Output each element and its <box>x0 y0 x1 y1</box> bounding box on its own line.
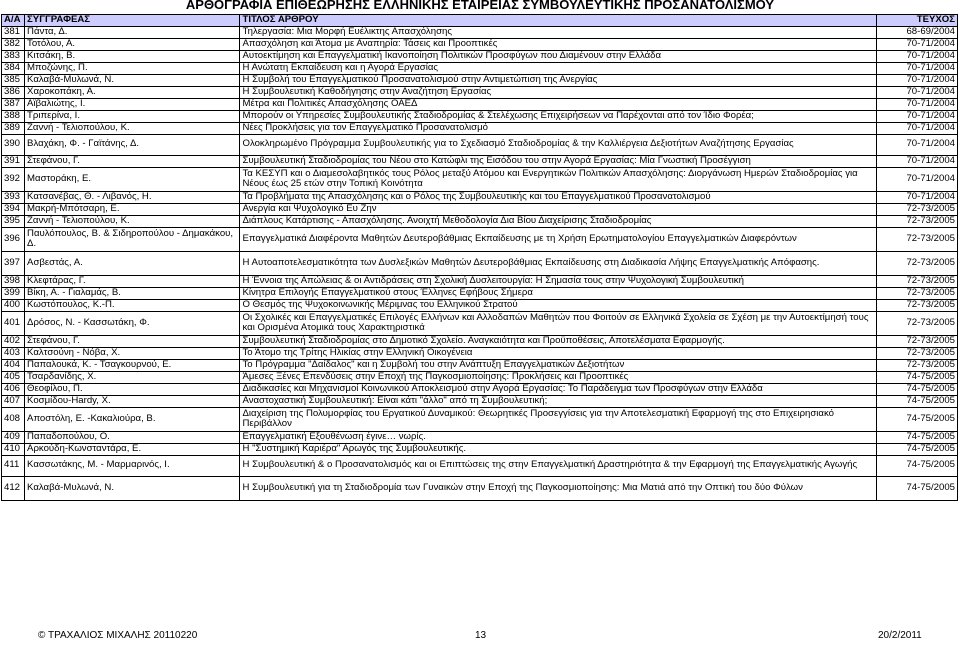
row-issue: 70-71/2004 <box>876 122 957 134</box>
row-issue: 72-73/2005 <box>876 359 957 371</box>
row-title: Μπορούν οι Υπηρεσίες Συμβουλευτικής Σταδιοδρομίας & Στελέχωσης Επιχειρήσεων να Παρέχονται από τον Ίδιο Φορέα; <box>240 110 876 122</box>
row-title: Η Συμβουλευτική & ο Προσανατολισμός και οι Επιπτώσεις της στην Επαγγελματική Δραστηριότητα & την Εφαρμογή της Επαγγελματικής Αγωγής <box>240 455 876 476</box>
row-issue: 74-75/2005 <box>876 455 957 476</box>
table-row <box>2 122 958 134</box>
row-title: Η Συμβουλευτική Καθοδήγησης στην Αναζήτηση Εργασίας <box>240 86 876 98</box>
row-number: 402 <box>2 335 25 347</box>
row-title: Τα Προβλήματα της Απασχόλησης και ο Ρόλος της Συμβουλευτικής και του Επαγγελματικού Προσανατολισμού <box>240 191 876 203</box>
row-issue: 70-71/2004 <box>876 134 957 155</box>
row-title: Απασχόληση και Άτομα με Αναπηρία: Τάσεις και Προοπτικές <box>240 38 876 50</box>
table-row <box>2 191 958 203</box>
row-author: Μακρή-Μπότσαρη, Ε. <box>25 203 240 215</box>
row-number: 388 <box>2 110 25 122</box>
row-number: 394 <box>2 203 25 215</box>
row-number: 392 <box>2 167 25 191</box>
row-issue: 72-73/2005 <box>876 299 957 311</box>
row-issue: 72-73/2005 <box>876 251 957 275</box>
table-row <box>2 299 958 311</box>
table-row <box>2 335 958 347</box>
row-issue: 70-71/2004 <box>876 167 957 191</box>
row-title: Ο Θεσμός της Ψυχοκοινωνικής Μέριμνας του Ελληνικού Στρατού <box>240 299 876 311</box>
row-author: Κωστόπουλος, Κ.-Π. <box>25 299 240 311</box>
row-author: Βίκη, Α. - Γιαλαμάς, Β. <box>25 287 240 299</box>
row-number: 387 <box>2 98 25 110</box>
row-title: Η "Συστημική Καριέρα" Αρωγός της Συμβουλευτικής. <box>240 443 876 455</box>
table-row <box>2 98 958 110</box>
row-issue: 72-73/2005 <box>876 335 957 347</box>
footer-date: 20/2/2011 <box>878 630 922 641</box>
row-author: Παυλόπουλος, Β. & Σιδηροπούλου - Δημακάκου, Δ. <box>25 227 240 251</box>
table-row <box>2 155 958 167</box>
row-author: Καλαβά-Μυλωνά, Ν. <box>25 476 240 500</box>
row-number: 398 <box>2 275 25 287</box>
articles-table <box>1 14 958 501</box>
row-title: Η Συμβουλευτική για τη Σταδιοδρομία των Γυναικών στην Εποχή της Παγκοσμιοποίησης: Μια Ματιά από την Οπτική του δύο Φύλων <box>240 476 876 500</box>
row-title: Κίνητρα Επιλογής Επαγγελματικού στους Έλληνες Εφήβους Σήμερα <box>240 287 876 299</box>
row-author: Καλαβά-Μυλωνά, Ν. <box>25 74 240 86</box>
row-issue: 70-71/2004 <box>876 155 957 167</box>
row-title: Διαχείριση της Πολυμορφίας του Εργατικού Δυναμικού: Θεωρητικές Προσεγγίσεις για την Αποτελεσματική Εφαρμογή της στο Επιχειρησιακό Περιβάλλον <box>240 407 876 431</box>
row-author: Μποζώνης, Π. <box>25 62 240 74</box>
row-title: Η Έννοια της Απώλειας & οι Αντιδράσεις στη Σχολική Δυσλειτουργία: Η Σημασία τους στην Ψυχολογική Συμβουλευτική <box>240 275 876 287</box>
row-author: Τσαρδανίδης, Χ. <box>25 371 240 383</box>
row-issue: 70-71/2004 <box>876 74 957 86</box>
row-title: Μέτρα και Πολιτικές Απασχόλησης ΟΑΕΔ <box>240 98 876 110</box>
row-number: 393 <box>2 191 25 203</box>
table-row <box>2 86 958 98</box>
row-author: Στεφάνου, Γ. <box>25 335 240 347</box>
row-number: 410 <box>2 443 25 455</box>
table-row <box>2 311 958 335</box>
row-number: 386 <box>2 86 25 98</box>
row-issue: 74-75/2005 <box>876 383 957 395</box>
row-number: 405 <box>2 371 25 383</box>
row-issue: 70-71/2004 <box>876 191 957 203</box>
row-number: 384 <box>2 62 25 74</box>
row-title: Οι Σχολικές και Επαγγελματικές Επιλογές Ελλήνων και Αλλοδαπών Μαθητών που Φοιτούν σε Ελληνικά Σχολεία σε Σχέση με την Αυτοεκτίμησή τους και Ορισμένα Ατομικά τους Χαρακτηριστικά <box>240 311 876 335</box>
row-issue: 72-73/2005 <box>876 347 957 359</box>
header-issue: ΤΕΥΧΟΣ <box>876 15 957 27</box>
row-number: 412 <box>2 476 25 500</box>
footer-copyright: © ΤΡΑΧΑΛΙΟΣ ΜΙΧΑΛΗΣ 20110220 <box>38 630 198 641</box>
row-author: Αϊβαλιώτης, Ι. <box>25 98 240 110</box>
footer-page-number: 13 <box>475 630 487 641</box>
row-issue: 70-71/2004 <box>876 38 957 50</box>
row-author: Κατσανέβας, Θ. - Λιβανός, Η. <box>25 191 240 203</box>
row-number: 408 <box>2 407 25 431</box>
row-author: Κοσμίδου-Hardy, Χ. <box>25 395 240 407</box>
row-author: Βλαχάκη, Φ. - Γαϊτάνης, Δ. <box>25 134 240 155</box>
row-title: Άμεσες Ξένες Επενδύσεις στην Εποχή της Παγκοσμιοποίησης: Προκλήσεις και Προοπτικές <box>240 371 876 383</box>
row-author: Τριπερίνα, Ι. <box>25 110 240 122</box>
row-author: Παπαλουκά, Κ. - Τσαγκουρνού, Ε. <box>25 359 240 371</box>
row-number: 400 <box>2 299 25 311</box>
table-row <box>2 275 958 287</box>
row-author: Τοτόλου, Α. <box>25 38 240 50</box>
row-author: Καλτσούνη - Νόβα, Χ. <box>25 347 240 359</box>
row-issue: 72-73/2005 <box>876 275 957 287</box>
row-issue: 74-75/2005 <box>876 443 957 455</box>
row-number: 403 <box>2 347 25 359</box>
table-row <box>2 383 958 395</box>
row-title: Η Συμβολή του Επαγγελματικού Προσανατολισμού στην Αντιμετώπιση της Ανεργίας <box>240 74 876 86</box>
row-title: Αυτοεκτίμηση και Επαγγελματική Ικανοποίηση Πολιτικών Προσφύγων που Διαμένουν στην Ελλάδα <box>240 50 876 62</box>
row-author: Μαστοράκη, Ε. <box>25 167 240 191</box>
table-row <box>2 407 958 431</box>
row-title: Αναστοχαστική Συμβουλευτική: Είναι κάτι "άλλο" από τη Συμβουλευτική; <box>240 395 876 407</box>
row-title: Τα ΚΕΣΥΠ και ο Διαμεσολαβητικός τους Ρόλος μεταξύ Ατόμου και Ενεργητικών Πολιτικών Απασχόλησης: Διοργάνωση Ημερών Σταδιοδρομίας για Νέους έως 25 ετών στην Τοπική Κοινότητα <box>240 167 876 191</box>
row-issue: 74-75/2005 <box>876 395 957 407</box>
header-no: Α/Α <box>2 15 25 27</box>
table-row <box>2 74 958 86</box>
row-author: Κλεφτάρας, Γ. <box>25 275 240 287</box>
row-number: 389 <box>2 122 25 134</box>
row-title: Η Ανώτατη Εκπαίδευση και η Αγορά Εργασίας <box>240 62 876 74</box>
row-issue: 72-73/2005 <box>876 311 957 335</box>
row-title: Το Πρόγραμμα "Δαίδαλος" και η Συμβολή του στην Ανάπτυξη Επαγγελματικών Δεξιοτήτων <box>240 359 876 371</box>
row-issue: 74-75/2005 <box>876 371 957 383</box>
row-issue: 70-71/2004 <box>876 86 957 98</box>
table-row <box>2 251 958 275</box>
row-number: 406 <box>2 383 25 395</box>
table-row <box>2 227 958 251</box>
row-title: Επαγγελματικά Διαφέροντα Μαθητών Δευτεροβάθμιας Εκπαίδευσης με τη Χρήση Ερωτηματολογίου Επαγγελματικών Διαφερόντων <box>240 227 876 251</box>
row-title: Διάπλους Κατάρτισης - Απασχόλησης. Ανοιχτή Μεθοδολογία Δια Βίου Διαχείρισης Σταδιοδρομίας <box>240 215 876 227</box>
table-row <box>2 50 958 62</box>
row-title: Τηλεργασία: Μια Μορφή Ευέλικτης Απασχόλησης <box>240 26 876 38</box>
table-row <box>2 395 958 407</box>
row-issue: 74-75/2005 <box>876 476 957 500</box>
page-title: ΑΡΘΟΓΡΑΦΙΑ ΕΠΙΘΕΩΡΗΣΗΣ ΕΛΛΗΝΙΚΗΣ ΕΤΑΙΡΕΙΑΣ ΣΥΜΒΟΥΛΕΥΤΙΚΗΣ ΠΡΟΣΑΝΑΤΟΛΙΣΜΟΥ <box>185 0 775 12</box>
row-author: Κασσωτάκης, Μ. - Μαρμαρινός, Ι. <box>25 455 240 476</box>
row-author: Αρκούδη-Κωνσταντάρα, Ε. <box>25 443 240 455</box>
row-issue: 70-71/2004 <box>876 110 957 122</box>
row-title: Ολοκληρωμένο Πρόγραμμα Συμβουλευτικής για το Σχεδιασμό Σταδιοδρομίας & την Καλλιέργεια Δεξιοτήτων Αναζήτησης Εργασίας <box>240 134 876 155</box>
row-author: Ασβεστάς, Α. <box>25 251 240 275</box>
table-row <box>2 443 958 455</box>
row-issue: 74-75/2005 <box>876 431 957 443</box>
row-title: Συμβουλευτική Σταδιοδρομίας του Νέου στο Κατώφλι της Εισόδου του στην Αγορά Εργασίας: Μία Γνωστική Προσέγγιση <box>240 155 876 167</box>
row-number: 382 <box>2 38 25 50</box>
table-row <box>2 26 958 38</box>
row-number: 381 <box>2 26 25 38</box>
row-author: Ζαννή - Τελιοπούλου, Κ. <box>25 215 240 227</box>
table-row <box>2 110 958 122</box>
row-issue: 68-69/2004 <box>876 26 957 38</box>
table-row <box>2 203 958 215</box>
header-author: ΣΥΓΓΡΑΦΕΑΣ <box>25 15 240 27</box>
row-number: 395 <box>2 215 25 227</box>
row-number: 399 <box>2 287 25 299</box>
table-row <box>2 359 958 371</box>
table-row <box>2 347 958 359</box>
row-title: Το Άτομο της Τρίτης Ηλικίας στην Ελληνική Οικογένεια <box>240 347 876 359</box>
row-author: Χαροκοπάκη, Α. <box>25 86 240 98</box>
row-issue: 72-73/2005 <box>876 287 957 299</box>
row-issue: 70-71/2004 <box>876 62 957 74</box>
table-row <box>2 134 958 155</box>
row-title: Διαδικασίες και Μηχανισμοί Κοινωνικού Αποκλεισμού στην Αγορά Εργασίας: Το Παράδειγμα των Προσφύγων στην Ελλάδα <box>240 383 876 395</box>
row-author: Θεοφίλου, Π. <box>25 383 240 395</box>
row-author: Δρόσος, Ν. - Κασσωτάκη, Φ. <box>25 311 240 335</box>
row-author: Πάντα, Δ. <box>25 26 240 38</box>
row-title: Ανεργία και Ψυχολογικό Ευ Ζην <box>240 203 876 215</box>
row-author: Αποστόλη, Ε. -Κακαλιούρα, Β. <box>25 407 240 431</box>
row-issue: 70-71/2004 <box>876 98 957 110</box>
row-author: Παπαδοπούλου, Ο. <box>25 431 240 443</box>
row-number: 407 <box>2 395 25 407</box>
table-header-row <box>2 15 958 27</box>
row-number: 404 <box>2 359 25 371</box>
row-author: Κιτσάκη, Β. <box>25 50 240 62</box>
row-number: 396 <box>2 227 25 251</box>
row-issue: 72-73/2005 <box>876 215 957 227</box>
table-row <box>2 371 958 383</box>
row-issue: 72-73/2005 <box>876 227 957 251</box>
row-issue: 72-73/2005 <box>876 203 957 215</box>
table-row <box>2 431 958 443</box>
row-title: Συμβουλευτική Σταδιοδρομίας στο Δημοτικό Σχολείο. Αναγκαιότητα και Προϋποθέσεις, Αποτελέσματα Εφαρμογής. <box>240 335 876 347</box>
row-author: Στεφάνου, Γ. <box>25 155 240 167</box>
row-number: 383 <box>2 50 25 62</box>
row-number: 397 <box>2 251 25 275</box>
row-number: 411 <box>2 455 25 476</box>
row-number: 391 <box>2 155 25 167</box>
row-title: Νέες Προκλήσεις για τον Επαγγελματικό Προσανατολισμό <box>240 122 876 134</box>
table-row <box>2 287 958 299</box>
row-issue: 74-75/2005 <box>876 407 957 431</box>
table-row <box>2 38 958 50</box>
row-number: 385 <box>2 74 25 86</box>
row-title: Επαγγελματική Εξουθένωση έγινε… νωρίς. <box>240 431 876 443</box>
table-row <box>2 476 958 500</box>
table-row <box>2 215 958 227</box>
header-title: ΤΙΤΛΟΣ ΑΡΘΡΟΥ <box>240 15 876 27</box>
row-issue: 70-71/2004 <box>876 50 957 62</box>
row-number: 409 <box>2 431 25 443</box>
table-row <box>2 455 958 476</box>
row-author: Ζαννή - Τελιοπούλου, Κ. <box>25 122 240 134</box>
row-number: 390 <box>2 134 25 155</box>
row-number: 401 <box>2 311 25 335</box>
table-row <box>2 167 958 191</box>
table-row <box>2 62 958 74</box>
row-title: Η Αυτοαποτελεσματικότητα των Δυσλεξικών Μαθητών Δευτεροβάθμιας Εκπαίδευσης στη Διαδικασία Λήψης Επαγγελματικής Απόφασης. <box>240 251 876 275</box>
